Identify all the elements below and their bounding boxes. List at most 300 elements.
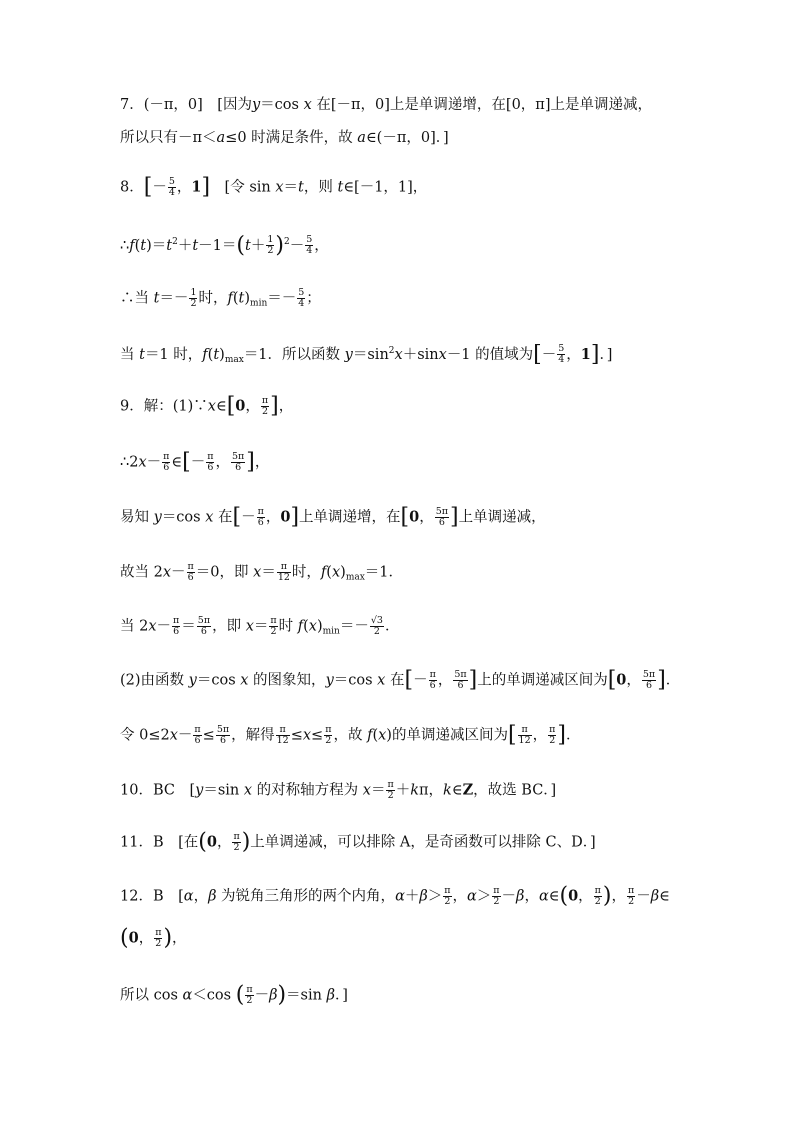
var: k xyxy=(443,782,452,799)
t: － xyxy=(254,987,270,1004)
t: )的单调递减区间为 xyxy=(386,727,508,744)
t: ， xyxy=(578,888,593,905)
t: ，故 xyxy=(333,727,368,744)
numerator: π xyxy=(518,725,532,736)
fraction xyxy=(197,616,211,637)
t: ) xyxy=(316,618,323,635)
bracket: [ xyxy=(533,341,542,367)
denominator: 2 xyxy=(325,735,332,746)
var: t xyxy=(153,290,160,307)
t: 12．B [ xyxy=(120,888,184,905)
t: ． xyxy=(565,727,581,744)
exponent: 2 xyxy=(172,237,178,247)
t: 易知 xyxy=(120,509,154,526)
numerator: π xyxy=(187,561,194,572)
answer-11 xyxy=(120,829,754,855)
answer-8-line-3 xyxy=(120,288,754,314)
numerator: π xyxy=(194,724,201,735)
t: － xyxy=(177,727,193,744)
answer-8-line-2 xyxy=(120,232,754,256)
t: － xyxy=(152,179,167,196)
numerator: π xyxy=(325,724,332,735)
answer-7-line-2 xyxy=(120,128,754,148)
t: ， xyxy=(265,509,281,526)
fraction xyxy=(548,725,556,746)
bracket: [ xyxy=(232,504,242,530)
var: f xyxy=(297,618,304,635)
bracket: ] xyxy=(657,667,666,693)
t: ∈ xyxy=(215,398,227,415)
var: β xyxy=(419,888,428,905)
denominator: 6 xyxy=(194,735,201,746)
t: ＜cos xyxy=(192,987,236,1004)
exponent: 2 xyxy=(388,346,395,356)
var: a xyxy=(357,130,366,146)
t: 0 xyxy=(128,929,139,947)
t: ． xyxy=(384,618,400,635)
t: －1＝ xyxy=(198,237,237,254)
fraction xyxy=(324,725,332,746)
t: ， xyxy=(172,930,187,947)
var: y xyxy=(153,509,162,526)
numerator: π xyxy=(429,669,436,680)
bracket: [ xyxy=(400,504,410,530)
numerator: 5π xyxy=(197,615,211,626)
fraction xyxy=(231,452,245,473)
t: ( xyxy=(303,618,309,635)
numerator: π xyxy=(387,779,394,790)
subscript: max xyxy=(224,354,244,365)
var: t xyxy=(238,290,245,307)
answer-9-line-3 xyxy=(120,504,754,530)
paren: ( xyxy=(559,883,569,909)
var: x xyxy=(378,727,387,744)
numerator: 5 xyxy=(306,234,313,246)
var: x xyxy=(148,618,157,635)
var: x xyxy=(438,346,447,363)
t: 0 xyxy=(568,887,579,905)
numerator: 5π xyxy=(216,724,230,735)
t: 所以 cos xyxy=(120,987,183,1004)
bracket: [ xyxy=(226,393,236,419)
t: ， xyxy=(193,888,209,905)
answer-8-line-1 xyxy=(120,174,754,200)
t: ＝ xyxy=(253,618,269,635)
t: ＝sin xyxy=(286,987,327,1004)
numerator: π xyxy=(594,885,601,896)
t: ， xyxy=(532,727,548,744)
denominator: 2 xyxy=(493,896,500,907)
denominator: 6 xyxy=(429,680,436,691)
t: ， xyxy=(254,454,270,471)
paren: ( xyxy=(198,829,207,855)
fraction xyxy=(627,886,635,907)
t: － xyxy=(156,618,172,635)
t: ＝1．所以函数 xyxy=(243,346,345,363)
denominator: 6 xyxy=(187,572,194,583)
denominator: 6 xyxy=(200,626,207,637)
t: －1 的值域为 xyxy=(446,346,534,363)
answer-7-line-1 xyxy=(120,95,754,115)
var: x xyxy=(377,672,386,689)
t: (2)由函数 xyxy=(120,672,189,689)
fraction xyxy=(232,832,240,853)
fraction xyxy=(187,562,195,583)
fraction xyxy=(245,985,253,1006)
fraction xyxy=(557,344,565,365)
t: ，故选 BC．] xyxy=(473,782,557,799)
denominator: 2 xyxy=(267,245,274,257)
bracket: ] xyxy=(270,393,279,419)
denominator: 2 xyxy=(594,896,601,907)
t: ∴2 xyxy=(120,454,139,471)
t: ．] xyxy=(599,346,613,363)
t: ，解得 xyxy=(231,727,275,744)
t: 在[－π，0]上是单调递增，在[0，π]上是单调递减， xyxy=(311,97,652,113)
t: ( xyxy=(232,290,239,307)
denominator: 12 xyxy=(276,735,289,746)
t: － xyxy=(289,237,305,254)
numerator: 1 xyxy=(190,287,197,298)
var: k xyxy=(410,782,420,799)
numerator: π xyxy=(246,984,253,995)
var: x xyxy=(275,179,284,196)
subscript: max xyxy=(345,572,365,583)
var: y xyxy=(195,782,204,799)
t: 的图象知， xyxy=(248,672,326,689)
var: y xyxy=(251,97,261,113)
t: ＝1 时， xyxy=(144,346,203,363)
var: x xyxy=(138,454,147,471)
var: x xyxy=(205,509,214,526)
denominator: 2 xyxy=(270,626,277,637)
numerator: π xyxy=(276,725,290,736)
var: x xyxy=(169,727,178,744)
numerator: 1 xyxy=(267,234,274,246)
var: α xyxy=(395,888,405,905)
denominator: 2 xyxy=(261,406,269,417)
t: ， xyxy=(566,346,581,363)
numerator: π xyxy=(207,451,214,462)
t: ＝cos xyxy=(333,672,378,689)
numerator: π xyxy=(233,831,240,842)
t: π， xyxy=(419,782,444,799)
t: ＝0，即 xyxy=(195,564,254,581)
var: t xyxy=(192,237,199,254)
bracket: ] xyxy=(450,504,459,530)
t: － xyxy=(241,509,256,526)
t: ＝cos xyxy=(260,97,304,113)
denominator: 6 xyxy=(457,680,464,691)
fraction xyxy=(518,725,532,746)
t: ＞ xyxy=(476,888,492,905)
t: ＝cos xyxy=(161,509,206,526)
answer-10 xyxy=(120,780,754,801)
fraction xyxy=(435,507,449,528)
t: ( xyxy=(207,346,214,363)
t: ， xyxy=(437,672,453,689)
numerator: 5π xyxy=(454,669,467,680)
fraction xyxy=(206,452,214,473)
denominator: 4 xyxy=(298,298,305,309)
bracket: ] xyxy=(468,667,478,693)
var: β xyxy=(326,987,335,1004)
fraction xyxy=(370,616,384,637)
t: 0 xyxy=(235,397,246,415)
bracket: [ xyxy=(607,667,617,693)
denominator: 6 xyxy=(219,735,226,746)
t: ≤ xyxy=(311,727,324,744)
paren: ) xyxy=(277,982,287,1008)
t: 9．解：(1)∵ xyxy=(120,398,208,415)
t: 时 xyxy=(278,618,298,635)
fraction xyxy=(216,725,230,746)
t: ＝cos xyxy=(196,672,241,689)
var: t xyxy=(140,237,147,254)
fraction xyxy=(642,670,656,691)
denominator: 12 xyxy=(518,735,531,746)
fraction xyxy=(162,452,170,473)
var: α xyxy=(182,987,193,1004)
denominator: 4 xyxy=(558,354,565,366)
numerator: π xyxy=(257,506,264,517)
fraction xyxy=(168,177,176,198)
var: x xyxy=(162,564,172,581)
numerator: π xyxy=(628,885,635,896)
var: f xyxy=(202,346,208,363)
var: x xyxy=(253,564,262,581)
t: ＋ xyxy=(395,782,411,799)
fraction xyxy=(453,670,467,691)
var: x xyxy=(302,727,312,744)
denominator: 4 xyxy=(306,245,313,257)
numerator: 5 xyxy=(168,176,175,187)
numerator: π xyxy=(163,451,170,462)
var: α xyxy=(467,888,477,905)
paren: ) xyxy=(241,829,251,855)
t: ＋ xyxy=(250,237,266,254)
var: β xyxy=(269,987,278,1004)
fraction xyxy=(269,616,277,637)
t: ， xyxy=(524,888,539,905)
bracket: ] xyxy=(557,722,566,748)
fraction xyxy=(257,507,265,528)
paren: ) xyxy=(275,232,284,258)
fraction xyxy=(154,928,162,949)
fraction xyxy=(172,616,180,637)
t: 7．(－π，0] [因为 xyxy=(120,97,252,113)
fraction xyxy=(189,288,197,309)
t: ∈ xyxy=(659,888,670,905)
t: 故当 2 xyxy=(120,564,163,581)
t: 0 xyxy=(409,508,420,526)
numerator: 5π xyxy=(231,451,245,462)
fraction xyxy=(266,235,274,256)
denominator: 2 xyxy=(233,842,240,853)
t: 0 xyxy=(280,508,291,526)
t: ＋sin xyxy=(402,346,439,363)
fraction xyxy=(386,780,394,801)
t: ( xyxy=(372,727,379,744)
subscript: min xyxy=(250,298,268,309)
numerator: 5π xyxy=(435,506,449,517)
t: － xyxy=(171,564,186,581)
bracket: [ xyxy=(143,174,153,200)
bracket: ] xyxy=(590,341,600,367)
t: ＝－ xyxy=(267,290,297,307)
t: ； xyxy=(306,290,321,307)
denominator: 2 xyxy=(549,735,556,746)
bracket: [ xyxy=(182,449,191,475)
paren: ( xyxy=(236,232,245,258)
t: 的对称轴方程为 xyxy=(252,782,363,799)
t: ≤ xyxy=(202,727,215,744)
denominator: 6 xyxy=(438,517,445,528)
numerator: 5 xyxy=(558,343,565,355)
t: ＝ xyxy=(370,782,386,799)
var: x xyxy=(362,782,371,799)
t: ≤0 时满足条件，故 xyxy=(225,130,358,146)
bracket: ] xyxy=(290,504,300,530)
var: y xyxy=(188,672,197,689)
var: α xyxy=(183,888,194,905)
var: α xyxy=(538,888,549,905)
t: ， xyxy=(611,888,626,905)
denominator: 6 xyxy=(235,462,242,473)
fraction xyxy=(276,725,290,746)
answer-9-line-6 xyxy=(120,667,754,693)
var: t xyxy=(337,179,344,196)
t: 8． xyxy=(120,179,144,196)
denominator: 2 xyxy=(444,896,451,907)
fraction xyxy=(594,886,602,907)
t: ( xyxy=(134,237,141,254)
answer-9-line-5 xyxy=(120,616,754,642)
answer-9-line-7 xyxy=(120,722,754,748)
bracket: ] xyxy=(201,174,211,200)
fraction xyxy=(429,670,437,691)
bracket: [ xyxy=(404,667,414,693)
fraction xyxy=(261,396,269,417)
var: a xyxy=(216,130,226,146)
t: － xyxy=(501,888,517,905)
denominator: 4 xyxy=(168,187,175,198)
t: 当 2 xyxy=(120,618,149,635)
t: 11．B [在 xyxy=(120,834,199,851)
t: ∈[－1，1]， xyxy=(343,179,428,196)
paren: ) xyxy=(602,883,612,909)
t: 10．BC [ xyxy=(120,782,196,799)
var: y xyxy=(325,672,334,689)
var: t xyxy=(166,237,173,254)
answer-12-line-1 xyxy=(120,883,754,909)
denominator: 2 xyxy=(628,896,635,907)
var: t xyxy=(298,179,304,196)
var: t xyxy=(139,346,145,363)
var: β xyxy=(208,888,217,905)
t: ＞ xyxy=(427,888,443,905)
numerator: π xyxy=(549,724,556,735)
fraction xyxy=(193,725,201,746)
numerator: π xyxy=(444,885,451,896)
answer-9-line-2 xyxy=(120,449,754,475)
t: ＝ xyxy=(261,564,276,581)
t: )＝ xyxy=(146,237,167,254)
t: ， xyxy=(626,672,641,689)
answer-12-line-3 xyxy=(120,982,754,1008)
t: ≤ xyxy=(290,727,303,744)
paren: ( xyxy=(120,925,129,951)
var: f xyxy=(227,290,233,307)
t: ．] xyxy=(334,987,348,1004)
numerator: 5 xyxy=(298,287,305,298)
var: f xyxy=(367,727,373,744)
numerator: √3 xyxy=(370,615,383,626)
denominator: 2 xyxy=(190,298,197,309)
t: 当 xyxy=(120,346,140,363)
numerator: π xyxy=(270,615,277,626)
denominator: 2 xyxy=(246,995,253,1006)
t: － xyxy=(146,454,162,471)
var: x xyxy=(303,97,312,113)
var: β xyxy=(516,888,525,905)
var: f xyxy=(320,564,327,581)
t: 1 xyxy=(191,178,202,196)
fraction xyxy=(305,235,313,256)
t: ＝1． xyxy=(364,564,404,581)
t: 在 xyxy=(213,509,233,526)
numerator: π xyxy=(155,927,162,938)
numerator: π xyxy=(173,615,180,626)
var: x xyxy=(240,672,249,689)
t: ， xyxy=(138,930,154,947)
denominator: 6 xyxy=(257,517,264,528)
t: ＋ xyxy=(404,888,420,905)
t: 上单调递减， xyxy=(458,509,546,526)
numerator: π xyxy=(277,562,291,573)
var: x xyxy=(308,618,317,635)
bracket: [ xyxy=(507,722,517,748)
denominator: 6 xyxy=(173,626,180,637)
t: ， xyxy=(452,888,467,905)
t: 为锐角三角形的两个内角， xyxy=(216,888,396,905)
t: ， xyxy=(216,834,232,851)
t: ＝sin xyxy=(203,782,244,799)
t: ， xyxy=(215,454,230,471)
t: ， xyxy=(419,509,434,526)
var: x xyxy=(245,618,254,635)
t: ，则 xyxy=(303,179,338,196)
fraction xyxy=(443,886,451,907)
denominator: 2 xyxy=(387,790,394,801)
denominator: 6 xyxy=(646,680,653,691)
var: t xyxy=(245,237,251,254)
t: 所以只有－π＜ xyxy=(120,130,217,146)
t: ＋ xyxy=(177,237,193,254)
t: ∴当 xyxy=(120,290,154,307)
t: ， xyxy=(176,179,192,196)
t: ＝ xyxy=(283,179,299,196)
fraction xyxy=(492,886,500,907)
t: ( xyxy=(326,564,332,581)
t: Z xyxy=(462,781,474,799)
var: y xyxy=(344,346,353,363)
denominator: 2 xyxy=(373,626,380,637)
t: 时， xyxy=(198,290,228,307)
t: ，即 xyxy=(212,618,246,635)
var: f xyxy=(129,237,135,254)
subscript: min xyxy=(322,626,340,637)
